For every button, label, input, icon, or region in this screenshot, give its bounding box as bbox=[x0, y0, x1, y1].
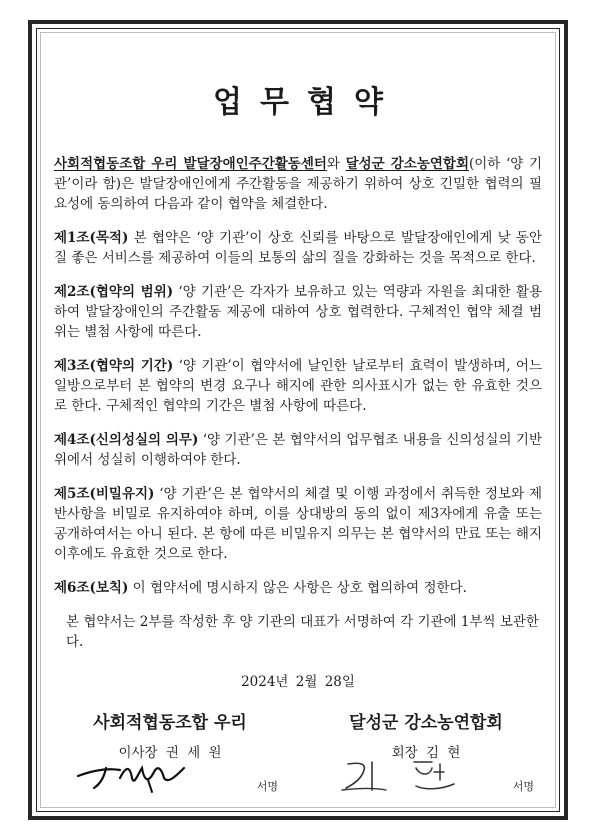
article-body: ‘양 기관’은 본 협약서의 체결 및 이행 과정에서 취득한 정보와 제반사항을 비밀로 유지하여야 하며, 이를 상대방의 동의 없이 제3자에게 유출 또는 공개하여서는 아니 된다. 본 항에 따른 비밀유지 의무는 본 협약서의 만료 또는 해지 이후에도 유효한 것으로 한다. bbox=[54, 486, 542, 562]
article-body: 이 협약서에 명시하지 않은 사항은 상호 협의하여 정한다. bbox=[128, 580, 467, 596]
party-name: 사회적협동조합 우리 bbox=[93, 713, 247, 733]
article-3 bbox=[54, 356, 542, 416]
article-heading: 제5조(비밀유지) bbox=[54, 486, 155, 502]
article-body: ‘양 기관’은 본 협약서의 업무협조 내용을 신의성실의 기반위에서 성실히 이행하여야 한다. bbox=[54, 432, 542, 468]
article-heading: 제2조(협약의 범위) bbox=[54, 284, 174, 300]
article-2 bbox=[54, 282, 542, 342]
party-representative: 회장 김 현 bbox=[391, 745, 461, 761]
signature-label: 서명 bbox=[256, 780, 278, 793]
handwritten-signature-icon bbox=[320, 754, 490, 794]
signature-area bbox=[320, 754, 540, 794]
party-block-2 bbox=[310, 708, 542, 796]
document-body bbox=[54, 44, 542, 804]
article-1 bbox=[54, 228, 542, 268]
intro-connector: 와 bbox=[326, 156, 346, 172]
article-heading: 제4조(신의성실의 의무) bbox=[54, 432, 199, 448]
intro-text: (이하 ‘양 기관’이라 함)은 발달장애인에게 주간활동을 제공하기 위하여 상호 긴밀한 협력의 필요성에 동의하여 다음과 같이 협약을 체결한다. bbox=[54, 156, 542, 212]
article-body: 본 협약은 ‘양 기관’이 상호 신뢰를 바탕으로 발달장애인에게 낮 동안 질 좋은 서비스를 제공하여 이들의 보통의 삶의 질을 강화하는 것을 목적으로 한다. bbox=[54, 230, 542, 266]
article-heading: 제6조(보칙) bbox=[54, 580, 129, 596]
signing-date: 2024년 2월 28일 bbox=[241, 674, 355, 690]
party-name: 달성군 강소농연합회 bbox=[349, 713, 503, 733]
party-representative: 이사장 권 세 원 bbox=[118, 745, 222, 761]
party-block-1 bbox=[54, 708, 286, 796]
closing-paragraph: 본 협약서는 2부를 작성한 후 양 기관의 대표가 서명하여 각 기관에 1부씩 보관한다. bbox=[66, 614, 539, 650]
article-5 bbox=[54, 484, 542, 564]
signature-section bbox=[54, 708, 542, 796]
article-4 bbox=[54, 430, 542, 470]
article-6 bbox=[54, 578, 542, 598]
intro-paragraph bbox=[54, 154, 542, 214]
document-title: 업무협약 bbox=[213, 85, 401, 120]
signature-area bbox=[64, 754, 284, 794]
article-body: ‘양 기관’이 협약서에 날인한 날로부터 효력이 발생하며, 어느 일방으로부터 본 협약의 변경 요구나 해지에 관한 의사표시가 없는 한 유효한 것으로 한다. 구체적인 협약의 기간은 별첨 사항에 따른다. bbox=[54, 358, 543, 414]
article-heading: 제3조(협약의 기간) bbox=[54, 358, 174, 374]
article-heading: 제1조(목적) bbox=[54, 230, 129, 246]
handwritten-signature-icon bbox=[64, 754, 224, 794]
article-body: ‘양 기관’은 각자가 보유하고 있는 역량과 자원을 최대한 활용하여 발달장애인의 주간활동 제공에 대하여 상호 협력한다. 구체적인 협약 체결 범위는 별첨 사항에 따른다. bbox=[54, 284, 543, 340]
party2-name: 달성군 강소농연합회 bbox=[345, 156, 469, 172]
signature-label: 서명 bbox=[512, 780, 534, 793]
party1-name: 사회적협동조합 우리 발달장애인주간활동센터 bbox=[54, 156, 327, 172]
